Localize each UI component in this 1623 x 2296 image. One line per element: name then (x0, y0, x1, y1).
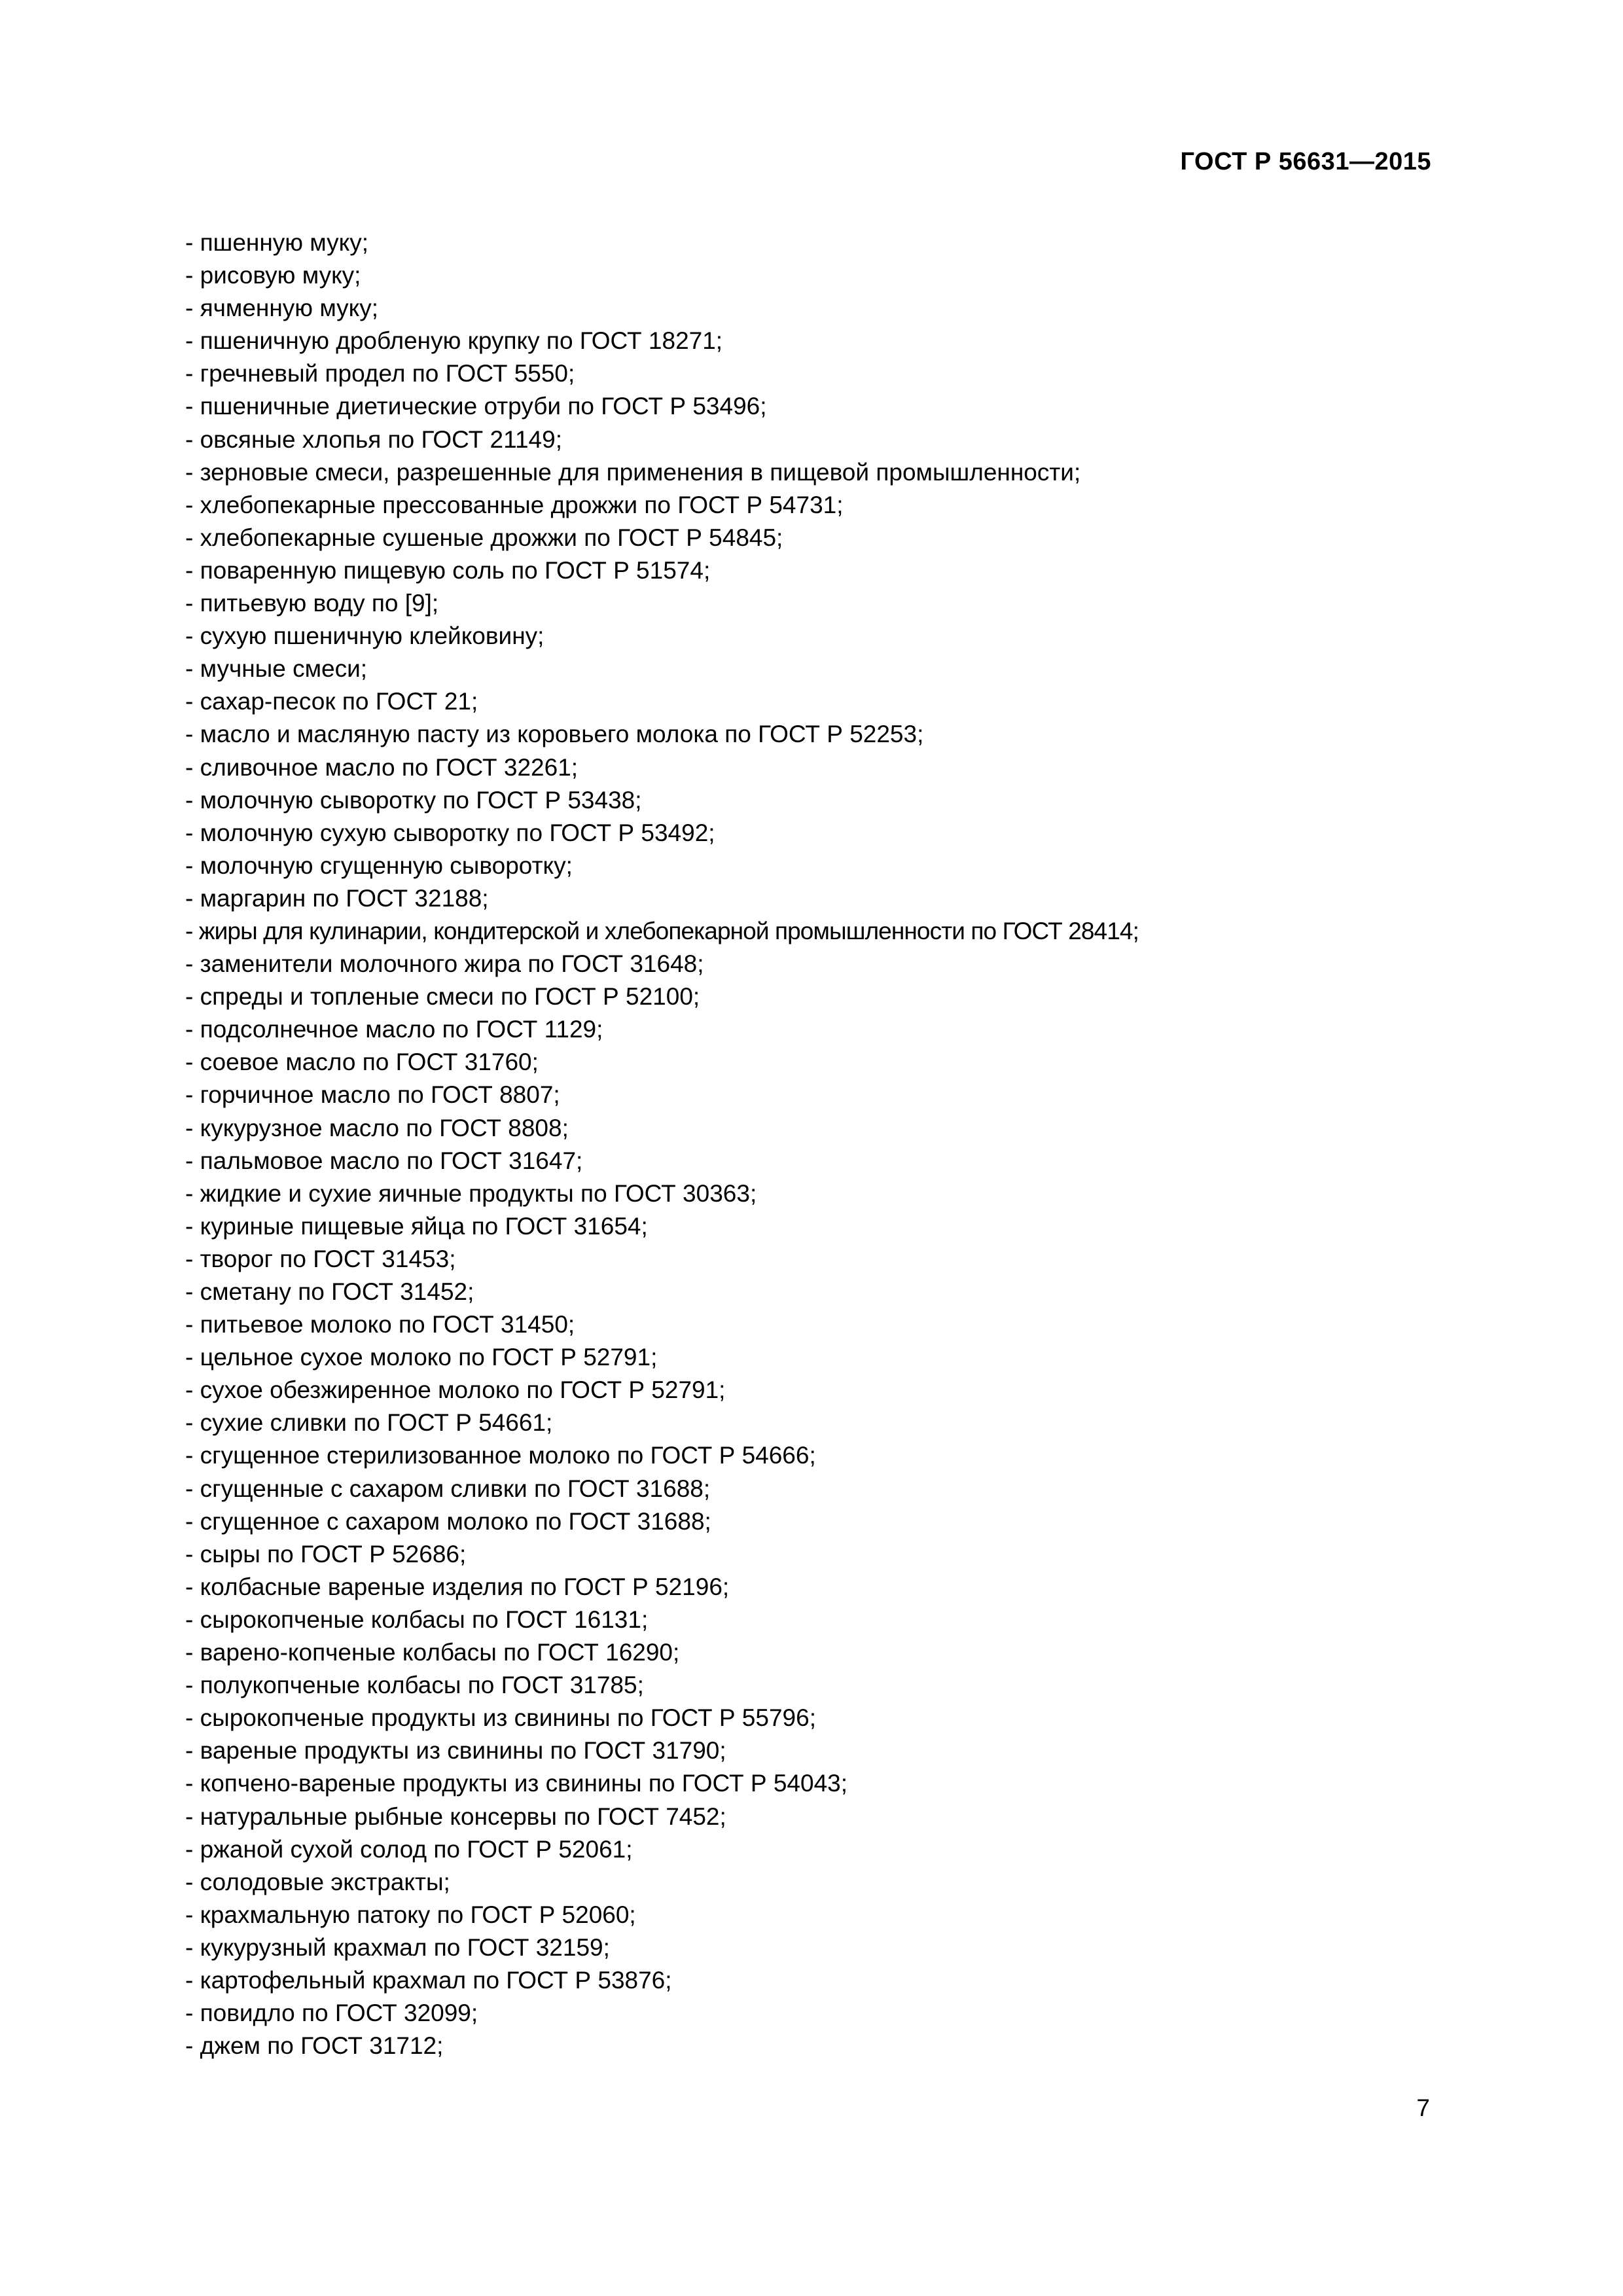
standard-header: ГОСТ Р 56631—2015 (1180, 148, 1431, 175)
list-item: - солодовые экстракты; (185, 1868, 450, 1895)
list-item: - вареные продукты из свинины по ГОСТ 31790; (185, 1737, 726, 1765)
list-item: - сырокопченые продукты из свинины по ГОСТ Р 55796; (185, 1704, 816, 1732)
list-item: - соевое масло по ГОСТ 31760; (185, 1049, 539, 1076)
list-item: - зерновые смеси, разрешенные для применения в пищевой промышленности; (185, 458, 1081, 486)
page-number: 7 (1416, 2094, 1430, 2121)
list-item: - варено-копченые колбасы по ГОСТ 16290; (185, 1639, 680, 1666)
list-item: - хлебопекарные прессованные дрожжи по ГОСТ Р 54731; (185, 491, 844, 518)
list-item: - овсяные хлопья по ГОСТ 21149; (185, 425, 562, 453)
list-item: - пшеничную дробленую крупку по ГОСТ 18271; (185, 327, 723, 355)
list-item: - копчено-вареные продукты из свинины по ГОСТ Р 54043; (185, 1770, 848, 1797)
list-item: - жидкие и сухие яичные продукты по ГОСТ 30363; (185, 1179, 757, 1207)
list-item: - горчичное масло по ГОСТ 8807; (185, 1081, 560, 1109)
list-item: - пшеничные диетические отруби по ГОСТ Р 53496; (185, 393, 767, 420)
list-item: - натуральные рыбные консервы по ГОСТ 7452; (185, 1803, 726, 1830)
list-item: - сырокопченые колбасы по ГОСТ 16131; (185, 1605, 649, 1633)
list-item: - сгущенное с сахаром молоко по ГОСТ 31688; (185, 1507, 711, 1535)
list-item: - творог по ГОСТ 31453; (185, 1245, 456, 1272)
list-item: - мучные смеси; (185, 655, 368, 683)
list-item: - сухие сливки по ГОСТ Р 54661; (185, 1409, 553, 1437)
list-item: - рисовую муку; (185, 262, 361, 289)
list-item: - колбасные вареные изделия по ГОСТ Р 52196; (185, 1573, 730, 1600)
list-item: - сыры по ГОСТ Р 52686; (185, 1540, 467, 1568)
list-item: - сгущенное стерилизованное молоко по ГОСТ Р 54666; (185, 1442, 816, 1469)
list-item: - молочную сыворотку по ГОСТ Р 53438; (185, 786, 642, 814)
list-item: - масло и масляную пасту из коровьего молока по ГОСТ Р 52253; (185, 721, 924, 748)
list-item: - повидло по ГОСТ 32099; (185, 2000, 478, 2027)
list-item: - питьевую воду по [9]; (185, 590, 439, 617)
list-item: - питьевое молоко по ГОСТ 31450; (185, 1311, 575, 1338)
list-item: - хлебопекарные сушеные дрожжи по ГОСТ Р 54845; (185, 524, 783, 551)
list-item: - маргарин по ГОСТ 32188; (185, 884, 489, 912)
list-item: - жиры для кулинарии, кондитерской и хлебопекарной промышленности по ГОСТ 28414; (185, 917, 1139, 944)
list-item: - подсолнечное масло по ГОСТ 1129; (185, 1016, 603, 1043)
list-item: - сухую пшеничную клейковину; (185, 622, 544, 650)
list-item: - крахмальную патоку по ГОСТ Р 52060; (185, 1901, 636, 1928)
list-item: - гречневый продел по ГОСТ 5550; (185, 360, 575, 387)
list-item: - ржаной сухой солод по ГОСТ Р 52061; (185, 1835, 633, 1863)
list-item: - пальмовое масло по ГОСТ 31647; (185, 1147, 583, 1174)
list-item: - кукурузное масло по ГОСТ 8808; (185, 1114, 569, 1141)
list-item: - спреды и топленые смеси по ГОСТ Р 52100; (185, 983, 700, 1011)
ingredients-list (185, 226, 1429, 2062)
list-item: - пшенную муку; (185, 229, 369, 256)
list-item: - сметану по ГОСТ 31452; (185, 1278, 474, 1305)
list-item: - сухое обезжиренное молоко по ГОСТ Р 52791; (185, 1376, 726, 1404)
list-item: - молочную сгущенную сыворотку; (185, 852, 573, 879)
list-item: - заменители молочного жира по ГОСТ 31648; (185, 950, 704, 978)
list-item: - молочную сухую сыворотку по ГОСТ Р 53492; (185, 819, 715, 846)
list-item: - сливочное масло по ГОСТ 32261; (185, 753, 579, 781)
list-item: - ячменную муку; (185, 295, 379, 322)
list-item: - кукурузный крахмал по ГОСТ 32159; (185, 1933, 610, 1961)
list-item: - цельное сухое молоко по ГОСТ Р 52791; (185, 1344, 658, 1371)
list-item: - куриные пищевые яйца по ГОСТ 31654; (185, 1212, 648, 1240)
list-item: - полукопченые колбасы по ГОСТ 31785; (185, 1672, 644, 1699)
list-item: - сахар-песок по ГОСТ 21; (185, 688, 478, 715)
list-item: - картофельный крахмал по ГОСТ Р 53876; (185, 1966, 672, 1994)
list-item: - сгущенные с сахаром сливки по ГОСТ 31688; (185, 1475, 711, 1502)
list-item: - джем по ГОСТ 31712; (185, 2032, 444, 2060)
list-item: - поваренную пищевую соль по ГОСТ Р 51574; (185, 556, 711, 584)
